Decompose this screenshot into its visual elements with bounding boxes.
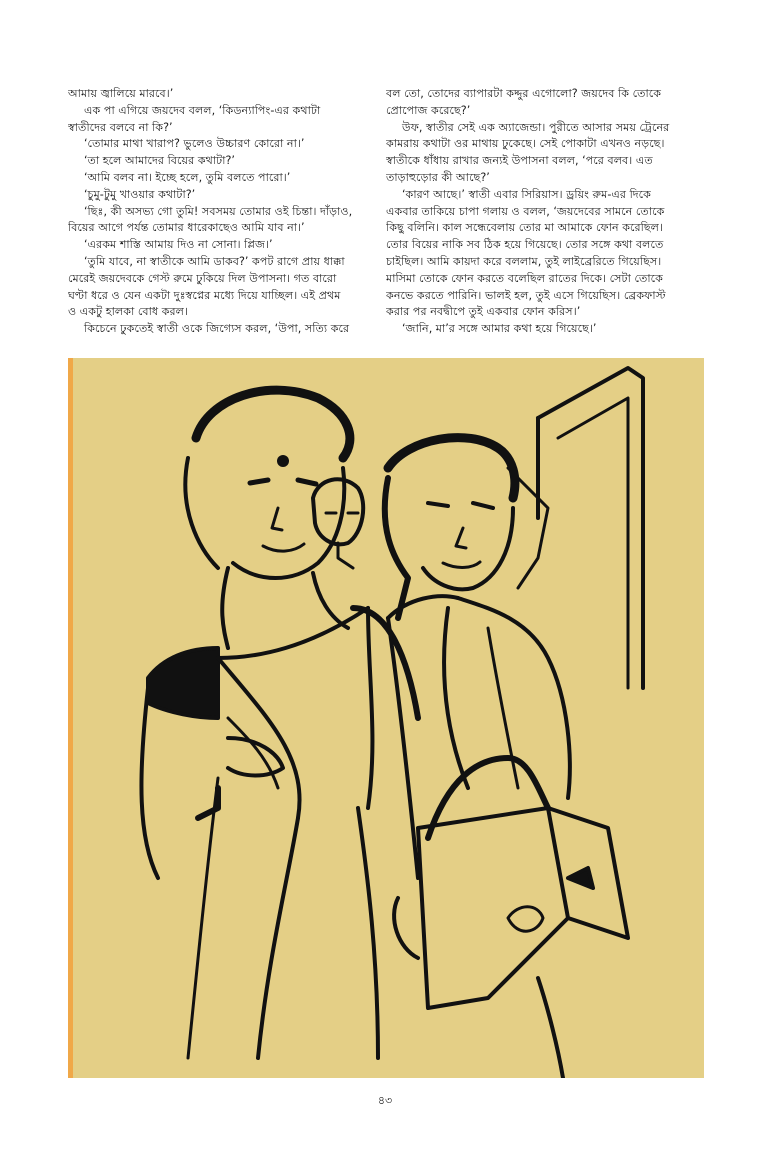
text-line: ‘তা হলে আমাদের বিয়ের কথাটা?’ <box>84 154 235 168</box>
text-line: করার পর নবদ্বীপে তুই একবার ফোন করিস।’ <box>386 305 581 319</box>
text-line: মাসিমা তোকে ফোন করতে বলেছিল রাতের দিকে। সেটা তোকে <box>386 271 663 285</box>
text-line: বিয়ের আগে পর্যন্ত তোমার ধারেকাছেও আমি যাব না।’ <box>68 221 305 235</box>
text-line: কিছু বলিনি। কাল সন্ধেবেলায় তোর মা আমাকে ফোন করেছিল। <box>386 221 663 235</box>
text-line: স্বাতীকে ধাঁধায় রাখার জন্যই উপাসনা বলল, ‘পরে বলব। এত <box>386 154 653 168</box>
text-line: কিচেনে ঢুকতেই স্বাতী ওকে জিগ্যেস করল, ‘উপা, সত্যি করে <box>84 322 350 336</box>
text-line: ‘কারণ আছে।’ স্বাতী এবার সিরিয়াস। ড্রয়িং রুম-এর দিকে <box>402 187 651 201</box>
text-line: উফ, স্বাতীর সেই এক অ্যাজেন্ডা। পুরীতে আসার সময় ট্রেনের <box>402 120 670 134</box>
text-line: এক পা এগিয়ে জয়দেব বলল, ‘কিডন্যাপিং-এর কথাটা <box>84 103 321 117</box>
text-line: ঘণ্টা ধরে ও যেন একটা দুঃস্বপ্নের মধ্যে দিয়ে যাচ্ছিল। এই প্রথম <box>68 288 341 302</box>
text-line: ‘আমি বলব না। ইচ্ছে হলে, তুমি বলতে পারো।’ <box>84 170 291 184</box>
text-line: ‘জানি, মা’র সঙ্গে আমার কথা হয়ে গিয়েছে।’ <box>402 322 597 336</box>
text-line: ‘তোমার মাথা খারাপ? ভুলেও উচ্চারণ কোরো না।’ <box>84 137 305 151</box>
text-line: ‘ছিঃ, কী অসভ্য গো তুমি! সবসময় তোমার ওই চিন্তা। দাঁড়াও, <box>84 204 353 218</box>
ink-drawing <box>68 358 704 1078</box>
text-line: তাড়াহুড়োর কী আছে?’ <box>386 170 490 184</box>
text-line: চাইছিল। আমি কায়দা করে বললাম, তুই লাইব্রেরিতে গিয়েছিস। <box>386 254 662 268</box>
text-line: বল তো, তোদের ব্যাপারটা কদ্দুর এগোলো? জয়দেব কি তোকে <box>386 87 662 100</box>
right-text-column <box>386 86 708 338</box>
text-line: আমায় জ্বালিয়ে মারবে।’ <box>68 87 174 100</box>
text-line: কনভে করতে পারিনি। ভালই হল, তুই এসে গিয়েছিস। ব্রেকফাস্ট <box>386 288 666 302</box>
text-line: স্বাতীদের বলবে না কি?’ <box>68 120 173 134</box>
text-line: কামরায় কথাটা ওর মাথায় ঢুকেছে। সেই পোকাটা এখনও নড়ছে। <box>386 137 665 151</box>
woman-left-figure <box>141 390 418 1058</box>
text-line: মেরেই জয়দেবকে গেস্ট রুমে ঢুকিয়ে দিল উপাসনা। গত বারো <box>68 271 337 285</box>
left-text-column <box>68 86 365 338</box>
text-line: তোর বিয়ের নাকি সব ঠিক হয়ে গিয়েছে। তোর সঙ্গে কথা বলতে <box>386 238 664 252</box>
woman-right-figure <box>385 438 628 1078</box>
illustration <box>68 358 704 1078</box>
text-line: ‘এরকম শাস্তি আমায় দিও না সোনা। প্লিজ।’ <box>84 238 273 252</box>
text-line: একবার তাকিয়ে চাপা গলায় ও বলল, ‘জয়দেবের সামনে তোকে <box>386 204 665 218</box>
text-line: ‘তুমি যাবে, না স্বাতীকে আমি ডাকব?’ কপট রাগে প্রায় ধাক্কা <box>84 254 345 268</box>
text-line: প্রোপোজ করেছে?’ <box>386 103 471 117</box>
text-line: ও একটু হালকা বোধ করল। <box>68 305 189 319</box>
text-line: ‘চুমু-টুমু খাওয়ার কথাটা?’ <box>84 187 196 201</box>
page-number: ৪৩ <box>377 1094 393 1107</box>
